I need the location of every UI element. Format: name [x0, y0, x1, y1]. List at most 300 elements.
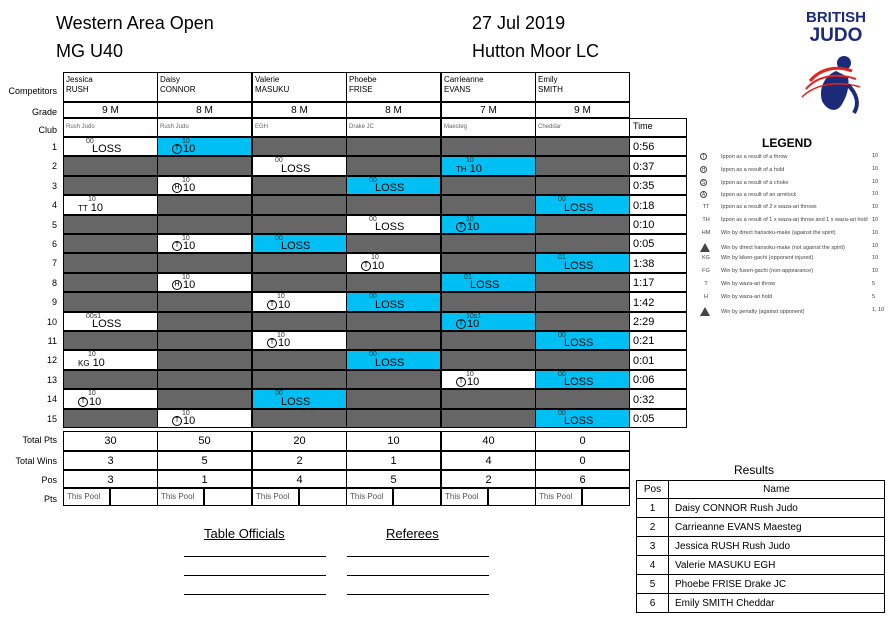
result-row	[637, 518, 885, 537]
contest-cell	[346, 176, 441, 195]
time-header: Time	[629, 118, 687, 137]
competitor-club: Cheddar	[535, 118, 630, 137]
legend-pts: 10	[872, 255, 879, 262]
contest-cell	[535, 215, 630, 234]
contest-number: 13	[46, 375, 57, 385]
contest-score: 10	[371, 254, 379, 261]
win-method-label: TT	[78, 204, 88, 213]
position: 4	[252, 470, 347, 488]
event-venue: Hutton Moor LC	[472, 41, 600, 61]
legend-pts: 10	[872, 178, 879, 185]
contest-score: 10	[182, 138, 190, 145]
event-title: Western Area Open	[56, 13, 214, 33]
legend-pts: 10	[872, 204, 879, 211]
table-official-line-2	[184, 575, 326, 576]
contest-value: LOSS	[470, 279, 500, 291]
contest-value: 10	[89, 396, 102, 408]
legend-text: Win by penalty (against opponent)	[721, 308, 805, 315]
contest-time: 1:17	[629, 273, 687, 292]
contest-cell	[63, 137, 158, 156]
contest-value: 10	[467, 376, 480, 388]
position: 2	[441, 470, 536, 488]
legend-pts: 1, 10	[872, 306, 885, 313]
contest-number: 9	[51, 297, 57, 307]
contest-number: 5	[51, 220, 57, 230]
contest-cell	[441, 389, 536, 409]
legend-circle-icon: H	[701, 166, 706, 173]
contest-cell	[157, 137, 252, 156]
legend-label: FG	[702, 268, 710, 275]
contest-cell	[252, 312, 347, 331]
competitor-first-name: Phoebe	[349, 75, 377, 84]
results-table	[636, 480, 885, 613]
contest-score: 10	[182, 235, 190, 242]
competitor-grade: 8 M	[157, 102, 252, 118]
legend-pts: 10	[872, 153, 879, 159]
label-club: Club	[38, 125, 57, 135]
win-method-icon: H	[172, 280, 182, 290]
contest-loss	[375, 182, 404, 194]
logo-line2: JUDO	[809, 25, 863, 46]
contest-cell	[441, 253, 536, 273]
contest-cell	[346, 156, 441, 176]
contest-score: 00	[369, 351, 377, 358]
total-wins: 2	[252, 451, 347, 470]
contest-cell	[157, 156, 252, 176]
contest-cell	[441, 331, 536, 350]
contest-loss	[92, 143, 121, 155]
label-grade: Grade	[31, 107, 57, 117]
result-pos: 4	[637, 556, 669, 575]
contest-cell	[535, 253, 630, 273]
position: 6	[535, 470, 630, 488]
competitor-header	[346, 72, 441, 102]
contest-cell	[63, 253, 158, 273]
pool-pts: This Pool	[63, 488, 110, 506]
contest-time: 0:32	[629, 389, 687, 409]
contest-cell	[157, 409, 252, 428]
contest-cell	[157, 389, 252, 409]
legend-item	[700, 281, 876, 287]
legend-text: Ippon as a result of an armlock	[721, 192, 797, 199]
contest-value: 10	[278, 337, 291, 349]
table-official-line-1	[184, 556, 326, 557]
legend-pts: 10	[872, 217, 879, 223]
legend-circle-icon: S	[701, 179, 706, 186]
contest-cell	[346, 195, 441, 215]
contest-loss	[564, 202, 593, 214]
competitor-last-name: RUSH	[66, 85, 89, 94]
contest-cell	[441, 195, 536, 215]
result-row	[637, 594, 885, 613]
contest-win	[361, 260, 384, 272]
total-wins: 0	[535, 451, 630, 470]
contest-time: 0:06	[629, 370, 687, 389]
legend-circle-icon: A	[701, 192, 706, 199]
competitor-grade: 9 M	[63, 102, 158, 118]
contest-value: 10	[183, 415, 196, 427]
result-row	[637, 499, 885, 518]
contest-value: LOSS	[375, 299, 405, 311]
table-official-line-3	[184, 594, 326, 595]
contest-loss	[564, 415, 593, 427]
competitor-header	[252, 72, 347, 102]
contest-value: 10	[90, 202, 104, 214]
contest-cell	[157, 312, 252, 331]
legend-title: LEGEND	[762, 136, 813, 150]
contest-cell	[63, 273, 158, 292]
contest-cell	[535, 350, 630, 370]
competitor-header	[441, 72, 536, 102]
result-name: Valerie MASUKU EGH	[669, 556, 885, 575]
contest-cell	[346, 409, 441, 428]
competitor-club: Rush Judo	[63, 118, 158, 137]
legend-pts: 5	[872, 293, 876, 300]
contest-number: 12	[46, 355, 57, 365]
contest-cell	[535, 370, 630, 389]
contest-cell	[441, 176, 536, 195]
win-method-icon: T	[78, 397, 88, 407]
contest-cell	[63, 176, 158, 195]
contest-cell	[157, 215, 252, 234]
competitor-first-name: Carrieanne	[444, 75, 484, 84]
contest-cell	[157, 253, 252, 273]
contest-value: LOSS	[281, 163, 311, 175]
contest-cell	[63, 350, 158, 370]
contest-cell	[157, 331, 252, 350]
legend-label: TH	[702, 217, 710, 223]
contest-value: LOSS	[281, 396, 311, 408]
contest-cell	[535, 156, 630, 176]
total-wins: 5	[157, 451, 252, 470]
pool-pts: This Pool	[157, 488, 204, 506]
contest-score: 10	[466, 157, 474, 164]
contest-number: 15	[46, 414, 57, 424]
contest-cell	[441, 273, 536, 292]
position: 3	[63, 470, 158, 488]
legend-text: Ippon as a result of a hold	[721, 166, 785, 173]
contest-cell	[346, 234, 441, 253]
legend-item	[700, 293, 876, 300]
win-method-icon: T	[267, 300, 277, 310]
contest-time: 0:05	[629, 409, 687, 428]
result-name: Carrieanne EVANS Maesteg	[669, 518, 885, 537]
competitor-last-name: SMITH	[538, 85, 563, 94]
contest-score: 01	[558, 254, 566, 261]
contest-time: 0:05	[629, 234, 687, 253]
competitor-header	[157, 72, 252, 102]
pool-pts-blank	[582, 488, 630, 506]
contest-win	[456, 318, 479, 330]
legend-label: HM	[701, 229, 711, 236]
contest-cell	[157, 350, 252, 370]
contest-number: 11	[47, 336, 57, 346]
contest-cell	[252, 176, 347, 195]
contest-cell	[441, 370, 536, 389]
contest-score: 00	[86, 138, 94, 145]
legend-item	[700, 217, 879, 223]
contest-win	[456, 376, 479, 388]
contest-cell	[252, 370, 347, 389]
contest-win	[267, 299, 290, 311]
legend-item	[700, 268, 879, 275]
legend-label: TT	[702, 204, 710, 211]
contest-score: 10	[182, 410, 190, 417]
legend-text: Ippon as a result of a throw	[721, 153, 788, 160]
contest-cell	[63, 215, 158, 234]
contest-cell	[346, 312, 441, 331]
legend-label: KG	[702, 255, 710, 262]
contest-number: 3	[51, 181, 57, 191]
contest-loss	[470, 279, 499, 291]
legend-text: Win by waza-ari throw	[721, 281, 776, 287]
contest-cell	[63, 156, 158, 176]
contest-cell	[63, 331, 158, 350]
competitor-club: EGH	[252, 118, 347, 137]
contest-number: 1	[51, 142, 57, 152]
contest-cell	[441, 292, 536, 312]
contest-win	[456, 221, 479, 233]
contest-score: 10	[88, 390, 96, 397]
contest-score: 10s1	[466, 313, 482, 320]
competitor-last-name: MASUKU	[255, 85, 290, 94]
legend-label: T	[704, 281, 708, 287]
contest-cell	[157, 176, 252, 195]
contest-value: LOSS	[281, 240, 311, 252]
contest-cell	[157, 234, 252, 253]
total-pts: 0	[535, 431, 630, 451]
competitor-first-name: Emily	[538, 75, 558, 84]
competitor-header	[63, 72, 158, 102]
contest-loss	[375, 357, 404, 369]
contest-score: 00	[558, 410, 566, 417]
legend-item	[700, 153, 879, 160]
pool-pts-blank	[393, 488, 441, 506]
legend-triangle-icon	[700, 307, 710, 316]
contest-cell	[346, 292, 441, 312]
win-method-icon: T	[172, 241, 182, 251]
contest-value: LOSS	[375, 182, 405, 194]
contest-time: 0:56	[629, 137, 687, 156]
pool-pts-blank	[110, 488, 158, 506]
competitor-header	[535, 72, 630, 102]
contest-cell	[157, 292, 252, 312]
contest-score: 00	[558, 371, 566, 378]
contest-number: 7	[51, 258, 57, 268]
contest-score: 00	[369, 293, 377, 300]
contest-cell	[252, 409, 347, 428]
label-pts: Pts	[43, 494, 57, 504]
contest-cell	[63, 312, 158, 331]
legend-item	[700, 191, 879, 199]
contest-value: LOSS	[564, 202, 594, 214]
category-title: MG U40	[56, 41, 124, 61]
contest-value: 10	[467, 318, 480, 330]
contest-cell	[252, 253, 347, 273]
contest-value: 10	[183, 182, 196, 194]
contest-cell	[157, 370, 252, 389]
contest-cell	[535, 234, 630, 253]
legend-pts: 10	[872, 229, 879, 236]
win-method-icon: T	[361, 261, 371, 271]
competitor-club: Rush Judo	[157, 118, 252, 137]
legend-text: Ippon as a result of 1 x waza-ari throw and 1 x waza-ari hold	[721, 217, 868, 223]
label-total-wins: Total Wins	[15, 456, 57, 466]
event-date: 27 Jul 2019	[472, 13, 566, 33]
contest-score: 00	[369, 177, 377, 184]
contest-cell	[535, 273, 630, 292]
result-name: Phoebe FRISE Drake JC	[669, 575, 885, 594]
contest-value: LOSS	[375, 357, 405, 369]
win-method-icon: H	[172, 183, 182, 193]
competitor-grade: 9 M	[535, 102, 630, 118]
contest-win	[172, 240, 195, 252]
contest-time: 0:37	[629, 156, 687, 176]
referee-line-2	[347, 575, 489, 576]
contest-score: 00s1	[86, 313, 102, 320]
contest-cell	[535, 195, 630, 215]
contest-value: LOSS	[92, 318, 122, 330]
contest-value: LOSS	[564, 260, 594, 272]
contest-cell	[63, 195, 158, 215]
contest-cell	[252, 350, 347, 370]
judo-figure-icon	[796, 45, 876, 120]
legend-text: Win by kiken-gachi (opponent injured)	[721, 255, 814, 262]
contest-cell	[252, 195, 347, 215]
contest-cell	[441, 350, 536, 370]
total-pts: 30	[63, 431, 158, 451]
contest-cell	[63, 292, 158, 312]
result-row	[637, 556, 885, 575]
contest-cell	[441, 234, 536, 253]
legend-pts: 5	[872, 281, 876, 287]
legend-text: Win by fusen-gachi (non-appearance)	[721, 268, 814, 275]
pool-pts: This Pool	[535, 488, 582, 506]
contest-cell	[63, 370, 158, 389]
contest-cell	[63, 234, 158, 253]
position: 5	[346, 470, 441, 488]
contest-win	[172, 415, 195, 427]
legend-pts: 10	[872, 191, 879, 198]
contest-win	[172, 143, 195, 155]
contest-cell	[346, 215, 441, 234]
win-method-icon: T	[267, 338, 277, 348]
competitor-last-name: FRISE	[349, 85, 373, 94]
contest-loss	[375, 221, 404, 233]
contest-value: LOSS	[564, 415, 594, 427]
contest-number: 6	[51, 239, 57, 249]
win-method-icon: T	[456, 377, 466, 387]
competitor-last-name: EVANS	[444, 85, 471, 94]
contest-score: 00	[275, 390, 283, 397]
contest-value: LOSS	[92, 143, 122, 155]
pool-pts: This Pool	[441, 488, 488, 506]
position: 1	[157, 470, 252, 488]
total-pts: 50	[157, 431, 252, 451]
win-method-icon: T	[172, 144, 182, 154]
legend-item	[700, 255, 879, 262]
contest-number: 8	[51, 278, 57, 288]
contest-cell	[252, 389, 347, 409]
contest-cell	[346, 331, 441, 350]
result-pos: 1	[637, 499, 669, 518]
contest-value: 10	[183, 279, 196, 291]
contest-time: 0:01	[629, 350, 687, 370]
win-method-label: TH	[456, 165, 467, 174]
legend-text: Win by waza-ari hold	[721, 293, 773, 300]
contest-time: 1:38	[629, 253, 687, 273]
total-pts: 40	[441, 431, 536, 451]
contest-score: 01	[464, 274, 472, 281]
legend-circle-icon: T	[701, 154, 706, 160]
contest-time: 0:18	[629, 195, 687, 215]
legend-item	[700, 204, 879, 211]
result-row	[637, 537, 885, 556]
legend-text: Ippon as a result of 2 x waza-ari throws	[721, 204, 817, 211]
contest-win	[78, 396, 101, 408]
contest-cell	[63, 389, 158, 409]
contest-value: LOSS	[564, 337, 594, 349]
label-competitors: Competitors	[8, 86, 57, 96]
contest-loss	[564, 260, 593, 272]
referee-line-1	[347, 556, 489, 557]
total-pts: 10	[346, 431, 441, 451]
contest-cell	[535, 409, 630, 428]
contest-number: 14	[46, 394, 57, 404]
result-row	[637, 575, 885, 594]
results-col-name: Name	[669, 481, 885, 499]
competitor-grade: 8 M	[252, 102, 347, 118]
contest-cell	[252, 234, 347, 253]
contest-win	[78, 357, 105, 369]
contest-cell	[346, 370, 441, 389]
legend-label: H	[704, 293, 708, 300]
legend-pts: 10	[872, 242, 879, 249]
logo-line1: BRITISH	[806, 9, 866, 26]
contest-cell	[535, 331, 630, 350]
contest-loss	[92, 318, 121, 330]
contest-loss	[281, 396, 310, 408]
label-pos: Pos	[41, 475, 57, 485]
contest-number: 4	[51, 200, 57, 210]
table-officials-label: Table Officials	[204, 526, 285, 541]
result-name: Jessica RUSH Rush Judo	[669, 537, 885, 556]
contest-cell	[441, 156, 536, 176]
legend-item	[700, 229, 879, 236]
competitor-first-name: Jessica	[66, 75, 93, 84]
contest-cell	[252, 273, 347, 292]
legend-item	[700, 242, 879, 252]
result-pos: 2	[637, 518, 669, 537]
contest-score: 00	[558, 332, 566, 339]
total-wins: 3	[63, 451, 158, 470]
win-method-label: KG	[78, 359, 90, 368]
legend-text: Win by direct hansoku-make (against the spirit)	[721, 229, 836, 236]
contest-time: 0:35	[629, 176, 687, 195]
contest-score: 10	[88, 196, 96, 203]
contest-cell	[441, 409, 536, 428]
legend-text: Win by direct hansoku-make (not against the spirit)	[721, 244, 845, 251]
referees-label: Referees	[386, 526, 439, 541]
legend-text: Ippon as a result of a choke	[721, 179, 789, 186]
contest-loss	[564, 376, 593, 388]
contest-value: 10	[183, 143, 196, 155]
contest-value: 10	[183, 240, 196, 252]
result-name: Emily SMITH Cheddar	[669, 594, 885, 613]
contest-number: 2	[51, 161, 57, 171]
competitor-first-name: Daisy	[160, 75, 181, 84]
contest-cell	[346, 273, 441, 292]
